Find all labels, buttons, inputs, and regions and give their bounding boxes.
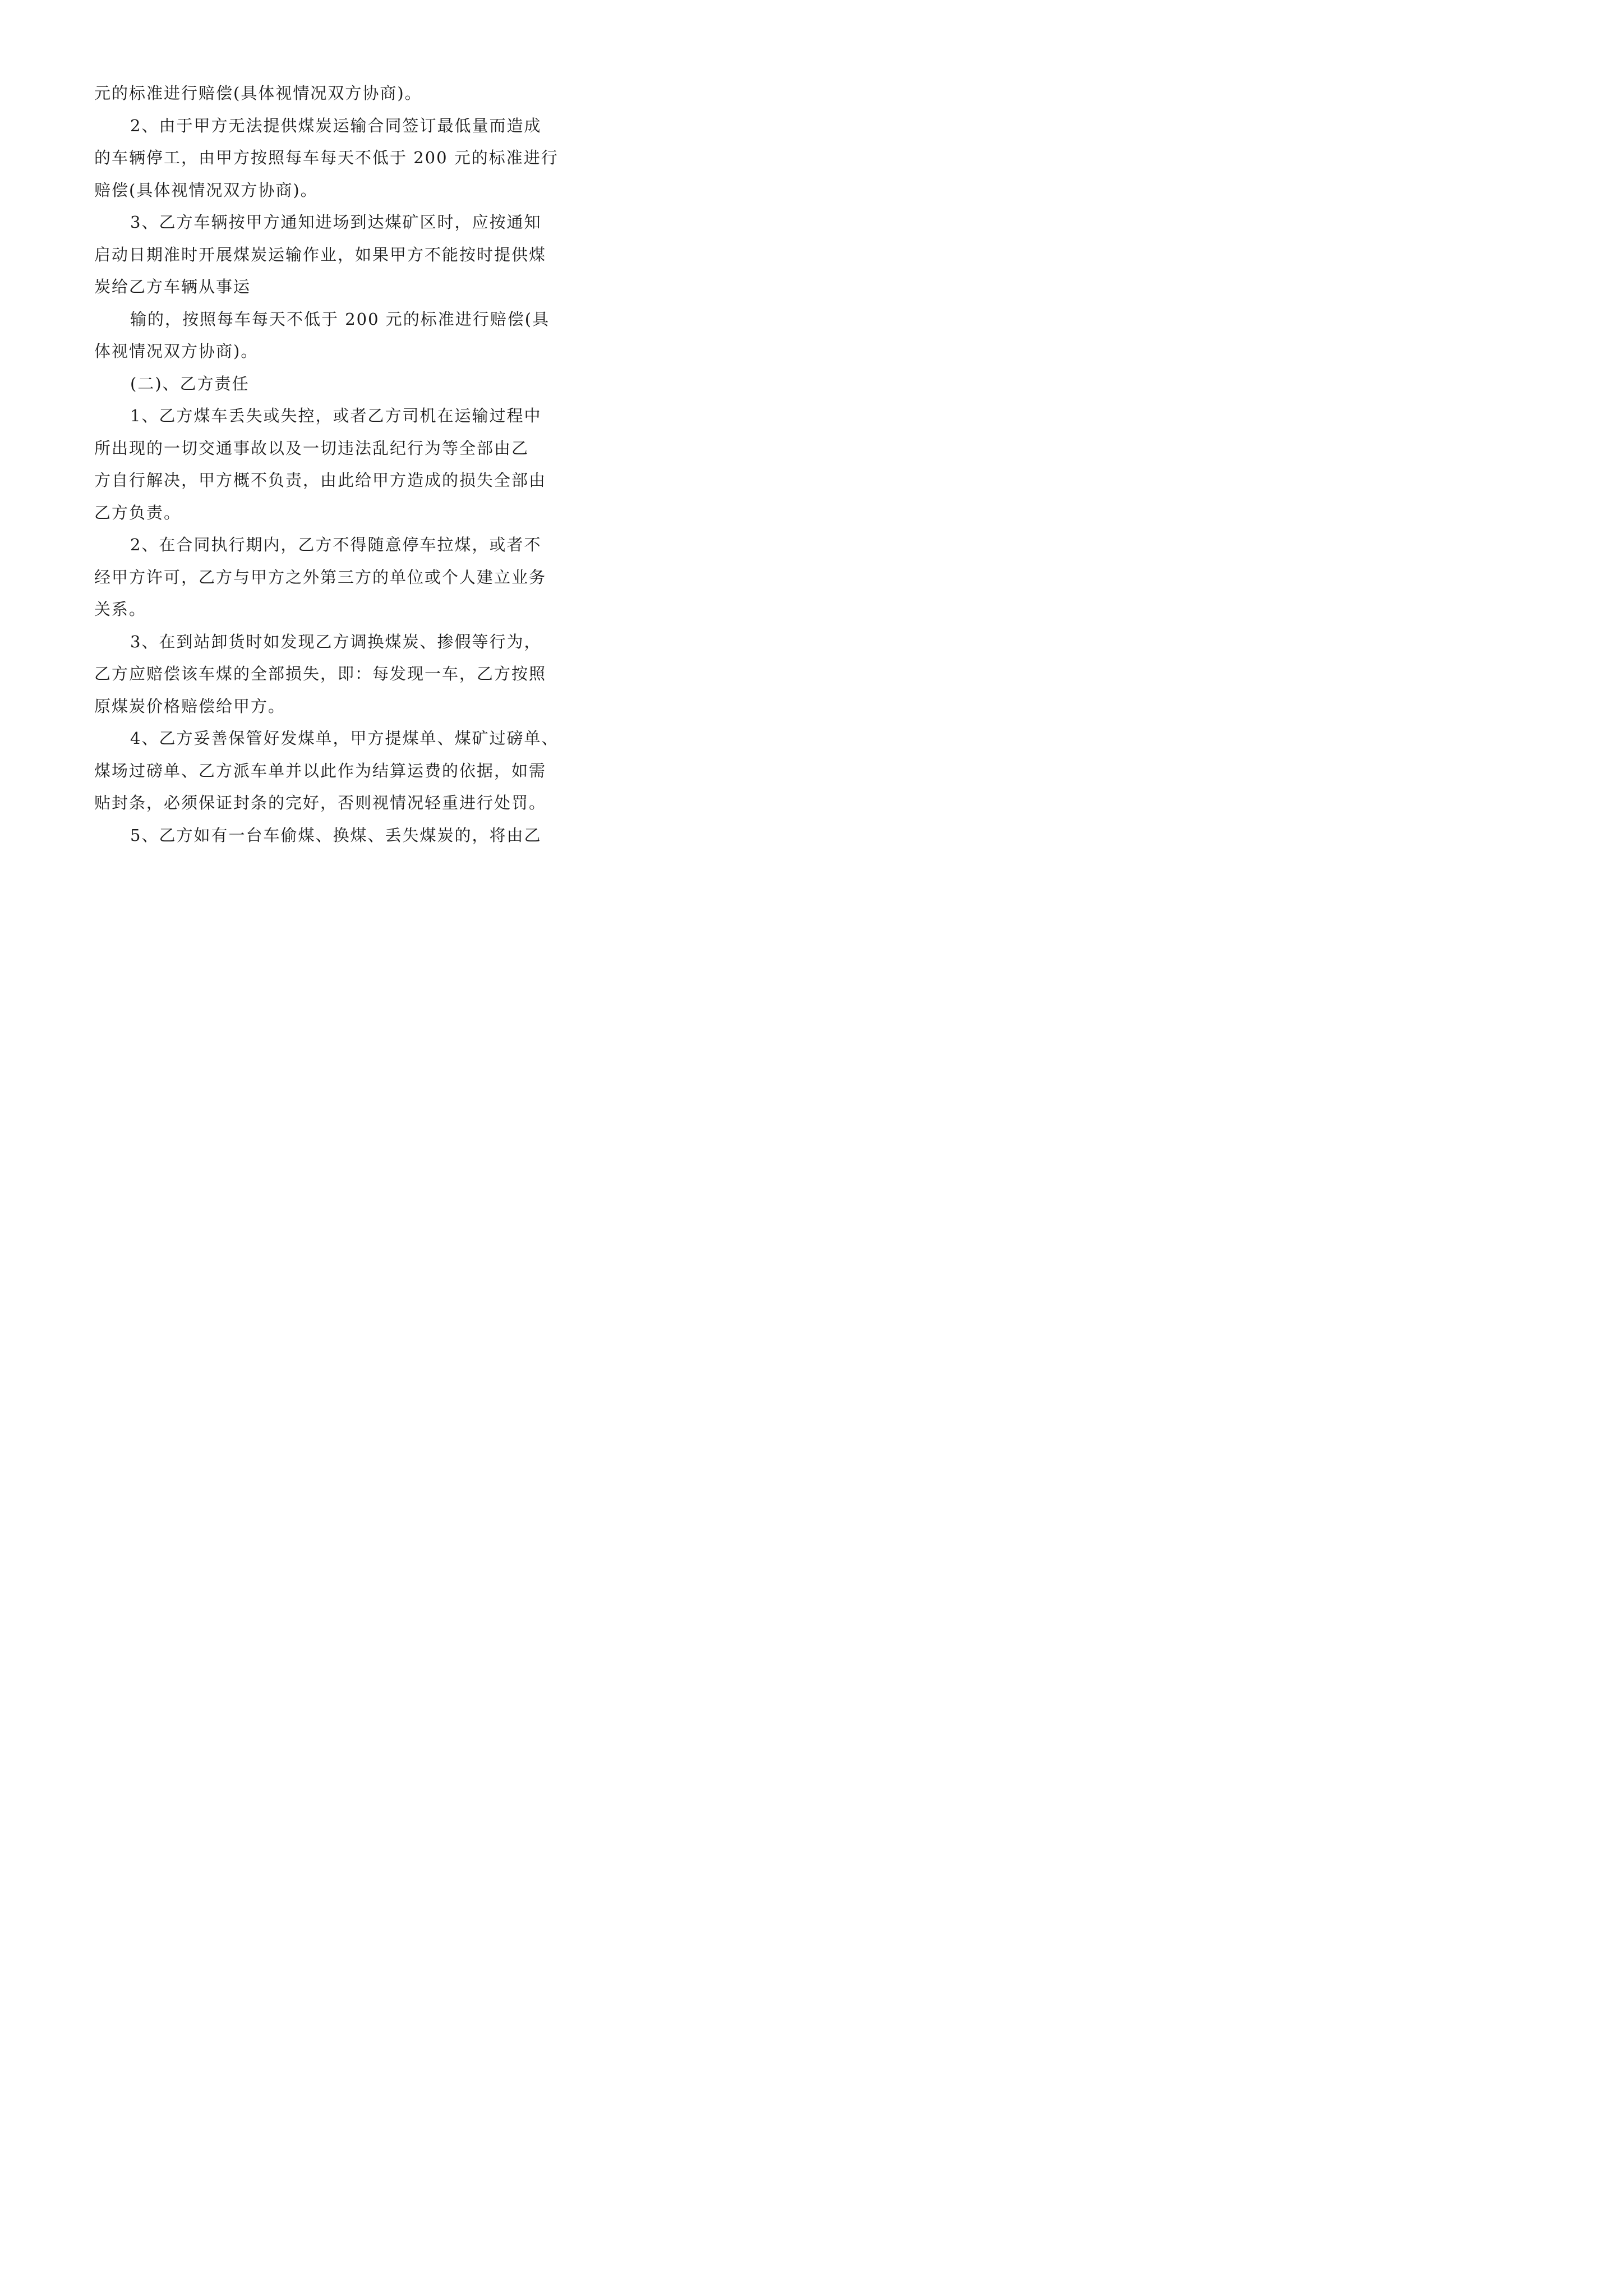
document-body xyxy=(94,77,559,852)
document-line: 输的，按照每车每天不低于 200 元的标准进行赔偿(具 xyxy=(130,309,550,329)
document-line: 关系。 xyxy=(94,600,147,619)
document-line: 4、乙方妥善保管好发煤单，甲方提煤单、煤矿过磅单、 xyxy=(130,729,559,748)
document-line: 所出现的一切交通事故以及一切违法乱纪行为等全部由乙 xyxy=(94,438,529,458)
document-line: 的车辆停工，由甲方按照每车每天不低于 200 元的标准进行 xyxy=(94,148,559,167)
document-line: 启动日期准时开展煤炭运输作业，如果甲方不能按时提供煤 xyxy=(94,245,547,264)
document-line: 贴封条，必须保证封条的完好，否则视情况轻重进行处罚。 xyxy=(94,793,547,812)
document-page xyxy=(0,0,617,873)
document-line: 5、乙方如有一台车偷煤、换煤、丢失煤炭的，将由乙 xyxy=(130,825,542,845)
document-line: 乙方负责。 xyxy=(94,503,182,522)
document-line: 经甲方许可，乙方与甲方之外第三方的单位或个人建立业务 xyxy=(94,567,547,587)
document-line: 2、在合同执行期内，乙方不得随意停车拉煤，或者不 xyxy=(130,535,542,554)
document-line: 炭给乙方车辆从事运 xyxy=(94,277,251,296)
document-line: 2、由于甲方无法提供煤炭运输合同签订最低量而造成 xyxy=(130,116,542,135)
document-line: 3、乙方车辆按甲方通知进场到达煤矿区时，应按通知 xyxy=(130,213,542,232)
document-line: (二)、乙方责任 xyxy=(130,374,250,393)
document-line: 原煤炭价格赔偿给甲方。 xyxy=(94,696,286,716)
document-line: 3、在到站卸货时如发现乙方调换煤炭、掺假等行为， xyxy=(130,632,542,651)
document-line: 赔偿(具体视情况双方协商)。 xyxy=(94,180,318,200)
document-line: 煤场过磅单、乙方派车单并以此作为结算运费的依据，如需 xyxy=(94,761,547,780)
document-line: 乙方应赔偿该车煤的全部损失，即：每发现一车，乙方按照 xyxy=(94,664,547,683)
document-line: 元的标准进行赔偿(具体视情况双方协商)。 xyxy=(94,84,422,103)
document-line: 1、乙方煤车丢失或失控，或者乙方司机在运输过程中 xyxy=(130,406,542,425)
document-line: 方自行解决，甲方概不负责，由此给甲方造成的损失全部由 xyxy=(94,471,547,490)
document-line: 体视情况双方协商)。 xyxy=(94,342,259,361)
